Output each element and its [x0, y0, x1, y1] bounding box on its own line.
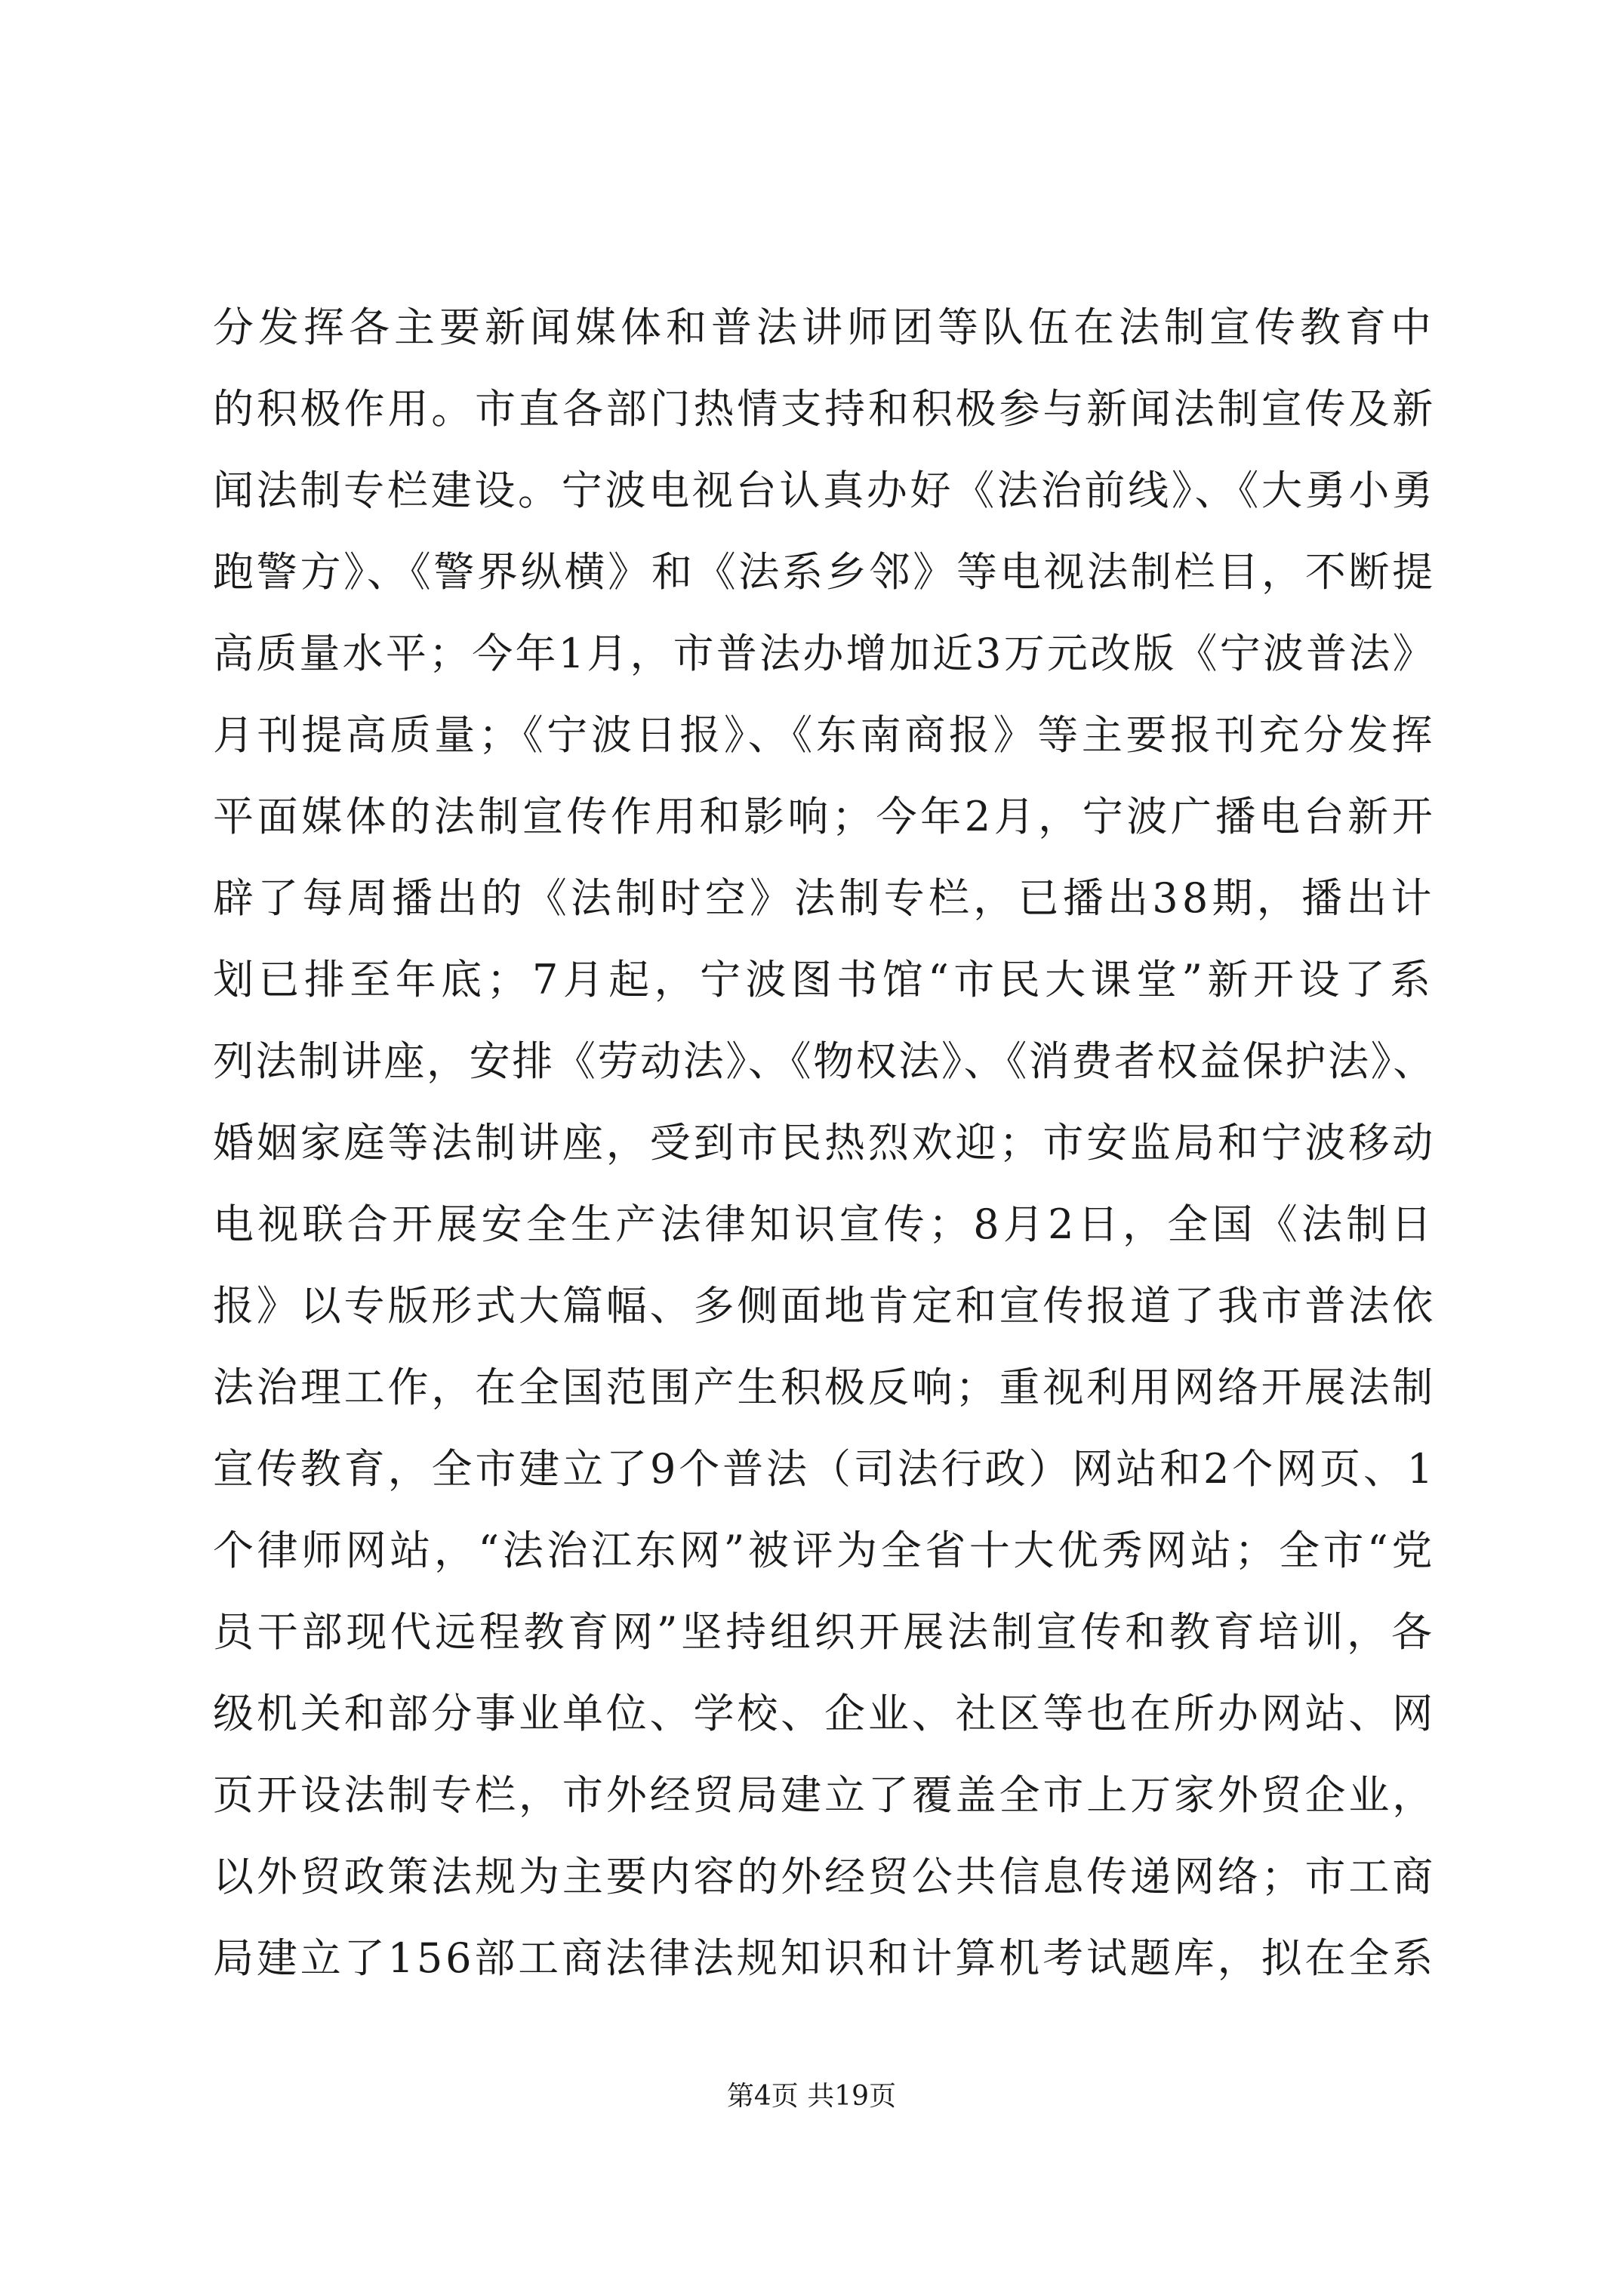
text-line: 以外贸政策法规为主要内容的外经贸公共信息传递网络；市工商 [213, 1853, 1437, 1900]
text-line: 宣传教育，全市建立了9个普法（司法行政）网站和2个网页、1 [213, 1445, 1437, 1493]
text-line: 法治理工作，在全国范围产生积极反响；重视利用网络开展法制 [213, 1364, 1437, 1411]
text-line: 辟了每周播出的《法制时空》法制专栏，已播出38期，播出计 [213, 874, 1436, 922]
text-line: 跑警方》、《警界纵横》和《法系乡邻》等电视法制栏目，不断提 [213, 548, 1436, 596]
text-line: 列法制讲座，安排《劳动法》、《物权法》、《消费者权益保护法》、 [213, 1037, 1436, 1085]
text-line: 个律师网站，“法治江东网”被评为全省十大优秀网站；全市“党 [213, 1527, 1436, 1574]
text-line: 报》以专版形式大篇幅、多侧面地肯定和宣传报道了我市普法依 [213, 1282, 1437, 1330]
text-line: 分发挥各主要新闻媒体和普法讲师团等队伍在法制宣传教育中 [213, 304, 1436, 351]
text-line: 的积极作用。市直各部门热情支持和积极参与新闻法制宣传及新 [213, 385, 1437, 433]
text-line: 婚姻家庭等法制讲座，受到市民热烈欢迎；市安监局和宁波移动 [213, 1119, 1437, 1166]
text-line: 页开设法制专栏，市外经贸局建立了覆盖全市上万家外贸企业， [213, 1771, 1437, 1819]
text-line: 月刊提高质量；《宁波日报》、《东南商报》等主要报刊充分发挥 [213, 711, 1437, 759]
text-line: 级机关和部分事业单位、学校、企业、社区等也在所办网站、网 [213, 1690, 1437, 1737]
text-line: 划已排至年底；7月起，宁波图书馆“市民大课堂”新开设了系 [213, 956, 1436, 1003]
page-number-footer: 第4页 共19页 [726, 2081, 897, 2112]
text-line: 局建立了156部工商法律法规知识和计算机考试题库，拟在全系 [213, 1934, 1437, 1982]
text-line: 员干部现代远程教育网”坚持组织开展法制宣传和教育培训，各 [213, 1608, 1436, 1656]
text-line: 电视联合开展安全生产法律知识宣传；8月2日，全国《法制日 [213, 1200, 1436, 1248]
text-line: 闻法制专栏建设。宁波电视台认真办好《法治前线》、《大勇小勇 [213, 467, 1436, 514]
text-line: 高质量水平；今年1月，市普法办增加近3万元改版《宁波普法》 [213, 630, 1436, 677]
text-line: 平面媒体的法制宣传作用和影响；今年2月，宁波广播电台新开 [213, 793, 1437, 840]
